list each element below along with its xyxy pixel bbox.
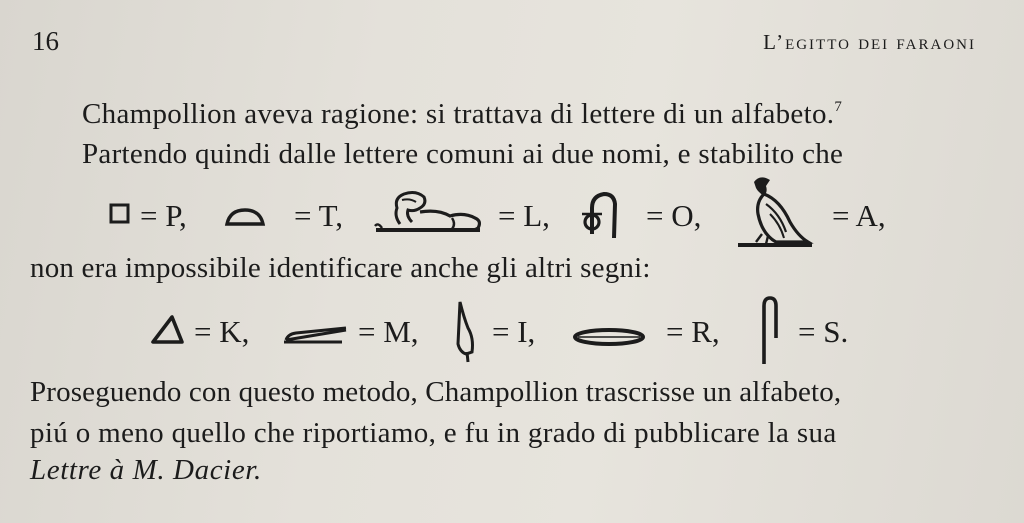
body-line-8: Lettre à M. Dacier. bbox=[30, 454, 262, 486]
equation-s-text: = S. bbox=[798, 314, 849, 349]
body-line-1-text: Champollion aveva ragione: si trattava di lettere di un alfabeto. bbox=[82, 98, 835, 130]
bread-loaf-hieroglyph-icon bbox=[224, 206, 266, 233]
hieroglyph-equations-row-2 bbox=[0, 294, 1024, 364]
body-line-4: non era impossibile identificare anche gli altri segni: bbox=[30, 252, 651, 284]
equation-m-text: = M, bbox=[358, 314, 419, 349]
equation-p-text: = P, bbox=[140, 198, 187, 233]
folded-cloth-hieroglyph-icon bbox=[756, 294, 784, 371]
equation-l-text: = L, bbox=[498, 198, 550, 233]
equation-a-text: = A, bbox=[832, 198, 886, 233]
running-head: L’egitto dei faraoni bbox=[763, 30, 976, 54]
body-line-7: piú o meno quello che riportiamo, e fu in grado di pubblicare la sua bbox=[30, 417, 837, 449]
lasso-hieroglyph-icon bbox=[580, 182, 626, 245]
equation-k-text: = K, bbox=[194, 314, 250, 349]
body-line-6: Proseguendo con questo metodo, Champollion trascrisse un alfabeto, bbox=[30, 376, 842, 408]
body-line-1 bbox=[82, 100, 842, 129]
footnote-marker: 7 bbox=[834, 99, 843, 115]
reed-leaf-hieroglyph-icon bbox=[450, 298, 478, 367]
basket-hieroglyph-icon bbox=[148, 314, 186, 351]
equation-i-text: = I, bbox=[492, 314, 536, 349]
body-line-2: Partendo quindi dalle lettere comuni ai due nomi, e stabilito che bbox=[82, 138, 844, 170]
lion-hieroglyph-icon bbox=[372, 188, 488, 239]
equation-r-text: = R, bbox=[666, 314, 720, 349]
vulture-hieroglyph-icon bbox=[736, 174, 814, 255]
square-hieroglyph-icon bbox=[108, 202, 132, 231]
hieroglyph-equations-row-1 bbox=[0, 178, 1024, 248]
mouth-hieroglyph-icon bbox=[572, 326, 646, 353]
water-hieroglyph-icon bbox=[282, 324, 348, 351]
equation-o-text: = O, bbox=[646, 198, 702, 233]
page-number: 16 bbox=[32, 26, 59, 56]
equation-t-text: = T, bbox=[294, 198, 344, 233]
